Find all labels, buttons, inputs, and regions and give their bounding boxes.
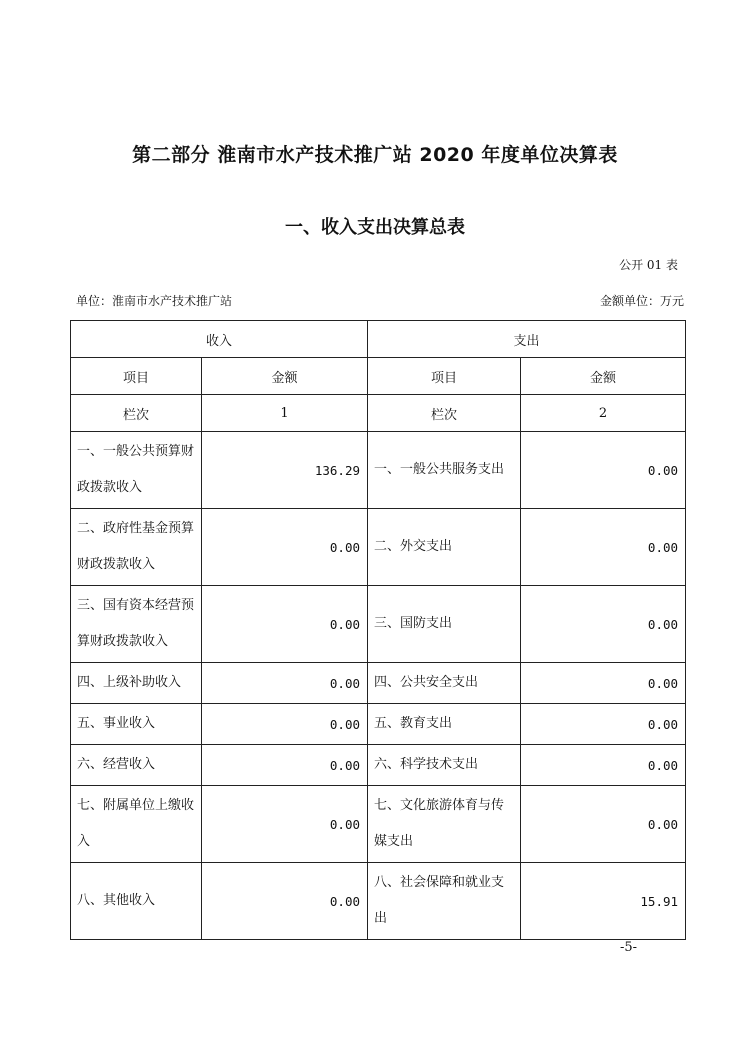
expense-item: 七、文化旅游体育与传媒支出: [368, 786, 521, 863]
expense-item: 二、外交支出: [368, 509, 521, 586]
income-item: 四、上级补助收入: [71, 663, 202, 704]
expense-amount: 0.00: [521, 663, 686, 704]
table-row: [71, 432, 686, 509]
currency-unit: 金额单位：万元: [599, 294, 684, 308]
table-row: [71, 704, 686, 745]
column-index-row: [71, 395, 686, 432]
income-item-header: 项目: [71, 358, 202, 395]
column-header-row: [71, 358, 686, 395]
income-item: 八、其他收入: [71, 863, 202, 940]
expense-header: 支出: [368, 321, 686, 358]
unit-name: 单位：淮南市水产技术推广站: [76, 294, 233, 308]
table-row: [71, 745, 686, 786]
expense-amount: 0.00: [521, 745, 686, 786]
table-row: [71, 786, 686, 863]
expense-amount: 0.00: [521, 786, 686, 863]
income-expense-table: [70, 320, 686, 940]
expense-amount: 15.91: [521, 863, 686, 940]
income-item: 六、经营收入: [71, 745, 202, 786]
expense-item: 八、社会保障和就业支出: [368, 863, 521, 940]
income-amount: 136.29: [202, 432, 368, 509]
table-row: [71, 586, 686, 663]
expense-amount: 0.00: [521, 704, 686, 745]
table-row: [71, 863, 686, 940]
expense-item: 四、公共安全支出: [368, 663, 521, 704]
income-amount-header: 金额: [202, 358, 368, 395]
form-code: 公开 01 表: [619, 258, 678, 272]
income-amount: 0.00: [202, 786, 368, 863]
expense-col-number: 2: [521, 395, 686, 432]
table-row: [71, 663, 686, 704]
income-amount: 0.00: [202, 704, 368, 745]
income-amount: 0.00: [202, 745, 368, 786]
expense-amount-header: 金额: [521, 358, 686, 395]
income-amount: 0.00: [202, 863, 368, 940]
income-item: 三、国有资本经营预算财政拨款收入: [71, 586, 202, 663]
income-amount: 0.00: [202, 509, 368, 586]
income-item: 二、政府性基金预算财政拨款收入: [71, 509, 202, 586]
expense-amount: 0.00: [521, 586, 686, 663]
income-col-number: 1: [202, 395, 368, 432]
table-row: [71, 509, 686, 586]
table-title: 一、收入支出决算总表: [285, 217, 465, 238]
expense-amount: 0.00: [521, 509, 686, 586]
income-item: 五、事业收入: [71, 704, 202, 745]
expense-item: 三、国防支出: [368, 586, 521, 663]
income-header: 收入: [71, 321, 368, 358]
expense-index-label: 栏次: [368, 395, 521, 432]
income-index-label: 栏次: [71, 395, 202, 432]
income-item: 七、附属单位上缴收入: [71, 786, 202, 863]
income-amount: 0.00: [202, 663, 368, 704]
expense-item: 一、一般公共服务支出: [368, 432, 521, 509]
section-header-row: [71, 321, 686, 358]
expense-item: 六、科学技术支出: [368, 745, 521, 786]
income-amount: 0.00: [202, 586, 368, 663]
expense-item-header: 项目: [368, 358, 521, 395]
expense-item: 五、教育支出: [368, 704, 521, 745]
page-number: -5-: [620, 940, 638, 955]
income-item: 一、一般公共预算财政拨款收入: [71, 432, 202, 509]
document-title: 第二部分 淮南市水产技术推广站 2020 年度单位决算表: [132, 144, 618, 166]
expense-amount: 0.00: [521, 432, 686, 509]
